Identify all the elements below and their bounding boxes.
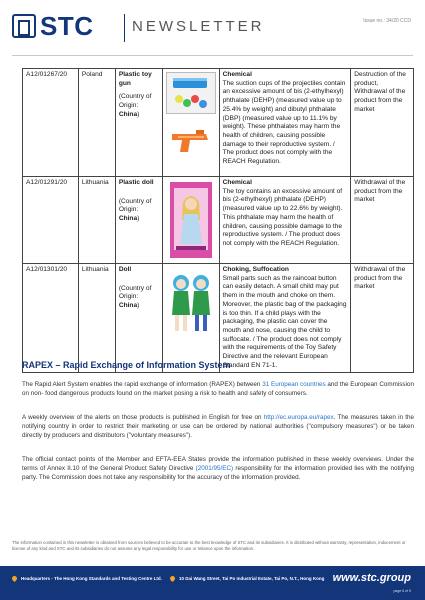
website-link[interactable]: www.stc.group <box>332 572 411 584</box>
measure-cell: Withdrawal of the product from the market <box>351 264 414 373</box>
product-name: Plastic toy gun <box>118 71 152 87</box>
rapex-url-link[interactable]: http://ec.europa.eu/rapex <box>263 414 334 421</box>
table-row <box>23 69 414 177</box>
table-row <box>23 264 414 373</box>
header-rule <box>12 55 413 56</box>
origin: (Country of Origin: China) <box>118 197 152 223</box>
risk-cell <box>219 264 351 373</box>
product-name: Doll <box>118 266 132 273</box>
issue-number: Issue no.: 34/20 CCD <box>363 18 411 24</box>
measure-cell: Destruction of the product, Withdrawal of the product from the market <box>351 69 414 177</box>
origin: (Country of Origin: China) <box>118 284 152 310</box>
ref-cell: A12/01267/20 <box>23 69 79 177</box>
logo-text: STC <box>40 10 94 41</box>
risk-text: The suction cups of the projectiles contain an excessive amount of bis (2-ethylhexyl) phthalate (DEHP) (measured value up to 25.4% by weight) and dibutyl phthalate (DBP) (measured value up to 11.1% by weight). These phthalates may harm the health of children, causing possible damage to their reproductive system. / The product does not comply with the REACH Regulation. <box>222 79 346 166</box>
risk-title: Chemical <box>222 71 252 78</box>
risk-text: Small parts such as the raincoat button can easily detach. A small child may put them in the mouth and choke on them. Moreover, the plastic bag of the packaging is too thin. If a child plays with the packaging, the plastic can cover the mouth and nose, causing the child to suffocate. / The product does not comply with the requirements of the Toy Safety Directive and the relevant European Standard EN 71-1. <box>222 274 347 369</box>
page-number: page 6 of 9 <box>393 589 411 593</box>
risk-title: Chemical <box>222 179 252 186</box>
product-name: Plastic doll <box>118 179 154 186</box>
risk-title: Choking, Suffocation <box>222 266 289 273</box>
product-cell <box>115 177 162 264</box>
disclaimer: The information contained in this newsletter is obtained from sources believed to be accurate to the best knowledge of STC and its subsidiaries. It is distributed without warranty, representation, inducement or license of any kind and STC and its subsidiaries do not assume any legal responsibility for use or reliance upon the information. <box>12 540 406 552</box>
doll-image <box>166 180 216 260</box>
table-row <box>23 177 414 264</box>
directive-link[interactable]: (2001/95/EC) <box>195 465 234 473</box>
country-cell: Lithuania <box>78 177 115 264</box>
address: 10 Dai Wang Street, Tai Po Industrial Estate, Tai Po, N.T., Hong Kong <box>178 576 325 581</box>
product-cell <box>115 69 162 177</box>
toy-gun-image <box>166 72 216 114</box>
newsletter-header <box>0 0 425 60</box>
product-cell <box>115 264 162 373</box>
location-pin-icon <box>11 575 18 582</box>
origin: (Country of Origin: China) <box>118 93 152 118</box>
image-cell <box>162 264 219 373</box>
hq-label: Headquarters - The Hong Kong Standards and Testing Centre Ltd. <box>21 576 162 581</box>
stc-logo-icon <box>12 14 36 38</box>
country-cell: Poland <box>78 69 115 177</box>
ref-cell: A12/01301/20 <box>23 264 79 373</box>
stc-logo <box>12 12 94 40</box>
header-divider <box>124 14 125 42</box>
image-cell <box>162 69 219 177</box>
doll-pair-image <box>166 267 216 339</box>
risk-cell <box>219 177 351 264</box>
rapex-paragraph-3: The official contact points of the Member and EFTA-EEA States provide the information published in these weekly overviews. Under the terms of Annex II.10 of the General Product Safety Directive (2001/95/EC) responsibility for the information provided lies with the notifying party. The Commission does not take any responsibility for the accuracy of the information provided. <box>22 456 414 482</box>
recall-table <box>22 68 414 373</box>
measure-cell: Withdrawal of the product from the market <box>351 177 414 264</box>
country-cell: Lithuania <box>78 264 115 373</box>
location-pin-icon <box>169 575 176 582</box>
rapex-paragraph-1: The Rapid Alert System enables the rapid exchange of information (RAPEX) between 31 European countries and the European Commission on non- food dangerous products found on the market posing a risk to health and safety of consumers. <box>22 381 414 398</box>
footer-address <box>12 576 324 581</box>
ref-cell: A12/01291/20 <box>23 177 79 264</box>
newsletter-title: NEWSLETTER <box>132 18 265 35</box>
rapex-paragraph-2: A weekly overview of the alerts on those products is published in English for free on http://ec.europa.eu/rapex. The measures taken in the notifying country in order to restrict their marketing or use can be ordered by national authorities ("compulsory measures") or be taken directly by producers and distributors ("voluntary measures"). <box>22 414 414 440</box>
european-countries-link[interactable]: 31 European countries <box>262 381 326 388</box>
rapex-section-title: RAPEX – Rapid Exchange of Information System <box>22 360 231 370</box>
toy-gun-image-2 <box>166 122 216 160</box>
risk-cell <box>219 69 351 177</box>
risk-text: The toy contains an excessive amount of bis (2-ethylhexyl) phthalate (DEHP) (measured value up to 22.6% by weight). This phthalate may harm the health of children, causing possible damage to the reproductive system. / The product does not comply with the REACH Regulation. <box>222 187 343 247</box>
image-cell <box>162 177 219 264</box>
